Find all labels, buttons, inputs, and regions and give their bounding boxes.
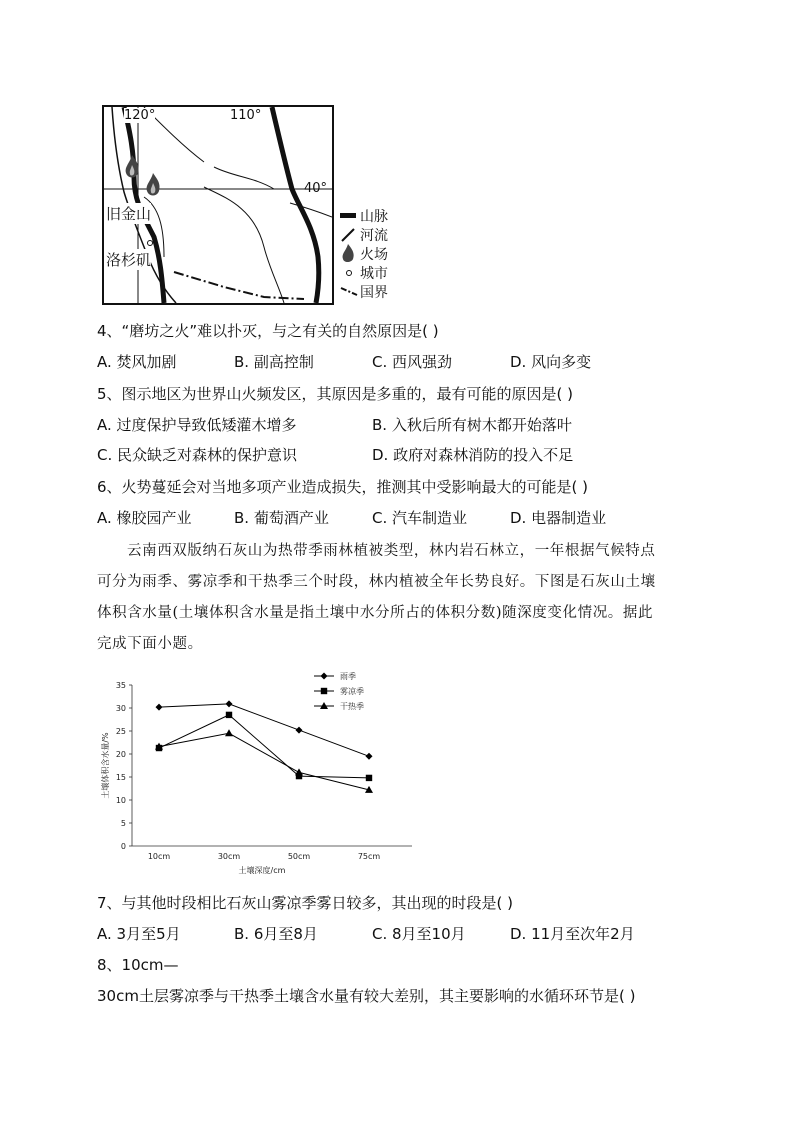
city-marker xyxy=(148,241,153,246)
q4-option-d: D. 风向多变 xyxy=(510,353,592,371)
y-axis-label: 土壤体积含水量/% xyxy=(101,732,110,799)
fire-icon xyxy=(147,173,160,196)
q6-option-c: C. 汽车制造业 xyxy=(372,509,468,527)
y-tick-label: 25 xyxy=(115,727,126,736)
legend-marker xyxy=(321,688,327,694)
data-point xyxy=(226,700,233,707)
legend-mountain: 山脉 xyxy=(360,209,388,225)
map-legend xyxy=(340,206,400,301)
legend-label: 雾凉季 xyxy=(340,687,364,696)
q6-option-d: D. 电器制造业 xyxy=(510,509,607,527)
y-tick-label: 15 xyxy=(115,773,126,782)
legend-border: 国界 xyxy=(360,285,388,301)
legend-marker xyxy=(321,673,328,680)
fire-icon xyxy=(126,155,139,178)
legend-label: 雨季 xyxy=(340,672,356,681)
data-point xyxy=(156,704,163,711)
passage-line: 完成下面小题。 xyxy=(97,636,203,652)
q5-option-d: D. 政府对森林消防的投入不足 xyxy=(372,446,574,464)
question-7-stem: 7、与其他时段相比石灰山雾凉季雾日较多，其出现的时段是( ) xyxy=(97,894,514,912)
label-lon-120: 120° xyxy=(124,108,156,123)
series-line xyxy=(159,715,369,778)
q4-option-a: A. 焚风加剧 xyxy=(97,353,177,371)
label-san-francisco: 旧金山 xyxy=(106,205,152,223)
y-tick-label: 30 xyxy=(115,704,126,713)
q4-option-b: B. 副高控制 xyxy=(234,353,314,371)
passage-line: 体积含水量(土壤体积含水量是指土壤中水分所占的体积分数)随深度变化情况。据此 xyxy=(97,605,654,621)
data-point xyxy=(225,729,233,736)
q7-option-c: C. 8月至10月 xyxy=(372,925,466,943)
q5-option-b: B. 入秋后所有树木都开始落叶 xyxy=(372,416,572,434)
q5-option-a: A. 过度保护导致低矮灌木增多 xyxy=(97,416,297,434)
question-4-stem: 4、“磨坊之火”难以扑灭，与之有关的自然原因是( ) xyxy=(97,322,439,340)
q6-option-a: A. 橡胶园产业 xyxy=(97,509,192,527)
y-tick-label: 20 xyxy=(115,750,126,759)
city-legend-icon xyxy=(344,268,354,278)
fire-map xyxy=(102,105,334,305)
national-border xyxy=(174,272,304,299)
x-tick-label: 30cm xyxy=(217,852,241,861)
fire-legend-icon xyxy=(341,244,355,262)
data-point xyxy=(296,727,303,734)
question-8-line2: 30cm土层雾凉季与干热季土壤含水量有较大差别，其主要影响的水循环环节是( ) xyxy=(97,987,636,1005)
question-6-stem: 6、火势蔓延会对当地多项产业造成损失，推测其中受影响最大的可能是( ) xyxy=(97,478,589,496)
q7-option-a: A. 3月至5月 xyxy=(97,925,181,943)
label-lon-110: 110° xyxy=(230,108,262,123)
x-axis-label: 土壤深度/cm xyxy=(238,866,286,875)
passage-line: 云南西双版纳石灰山为热带季雨林植被类型，林内岩石林立，一年根据气候特点 xyxy=(127,543,656,559)
border-legend-icon xyxy=(340,286,358,298)
data-point xyxy=(366,753,373,760)
series-line xyxy=(159,704,369,756)
q4-option-c: C. 西风强劲 xyxy=(372,353,453,371)
mountain-legend-icon xyxy=(340,213,356,218)
y-tick-label: 0 xyxy=(120,842,126,851)
question-8-line1: 8、10cm— xyxy=(97,956,179,974)
q5-option-c: C. 民众缺乏对森林的保护意识 xyxy=(97,446,298,464)
label-lat-40: 40° xyxy=(304,181,328,196)
y-tick-label: 35 xyxy=(115,681,126,690)
label-los-angeles: 洛杉矶 xyxy=(106,251,152,269)
passage-line: 可分为雨季、雾凉季和干热季三个时段，林内植被全年长势良好。下图是石灰山土壤 xyxy=(97,574,656,590)
legend-river: 河流 xyxy=(360,228,388,244)
data-point xyxy=(366,775,372,781)
q7-option-b: B. 6月至8月 xyxy=(234,925,318,943)
data-point xyxy=(226,712,232,718)
question-5-stem: 5、图示地区为世界山火频发区，其原因是多重的，最有可能的原因是( ) xyxy=(97,385,574,403)
passage xyxy=(97,536,707,660)
legend-label: 干热季 xyxy=(340,702,364,711)
x-tick-label: 50cm xyxy=(287,852,311,861)
x-tick-label: 10cm xyxy=(147,852,171,861)
series-line xyxy=(159,733,369,790)
x-tick-label: 75cm xyxy=(357,852,381,861)
legend-city: 城市 xyxy=(360,266,388,282)
y-tick-label: 10 xyxy=(115,796,126,805)
q7-option-d: D. 11月至次年2月 xyxy=(510,925,635,943)
legend-fire: 火场 xyxy=(360,247,388,263)
soil-moisture-chart xyxy=(92,665,422,880)
data-point xyxy=(295,768,303,775)
q6-option-b: B. 葡萄酒产业 xyxy=(234,509,329,527)
river-legend-icon xyxy=(340,227,356,243)
y-tick-label: 5 xyxy=(120,819,126,828)
